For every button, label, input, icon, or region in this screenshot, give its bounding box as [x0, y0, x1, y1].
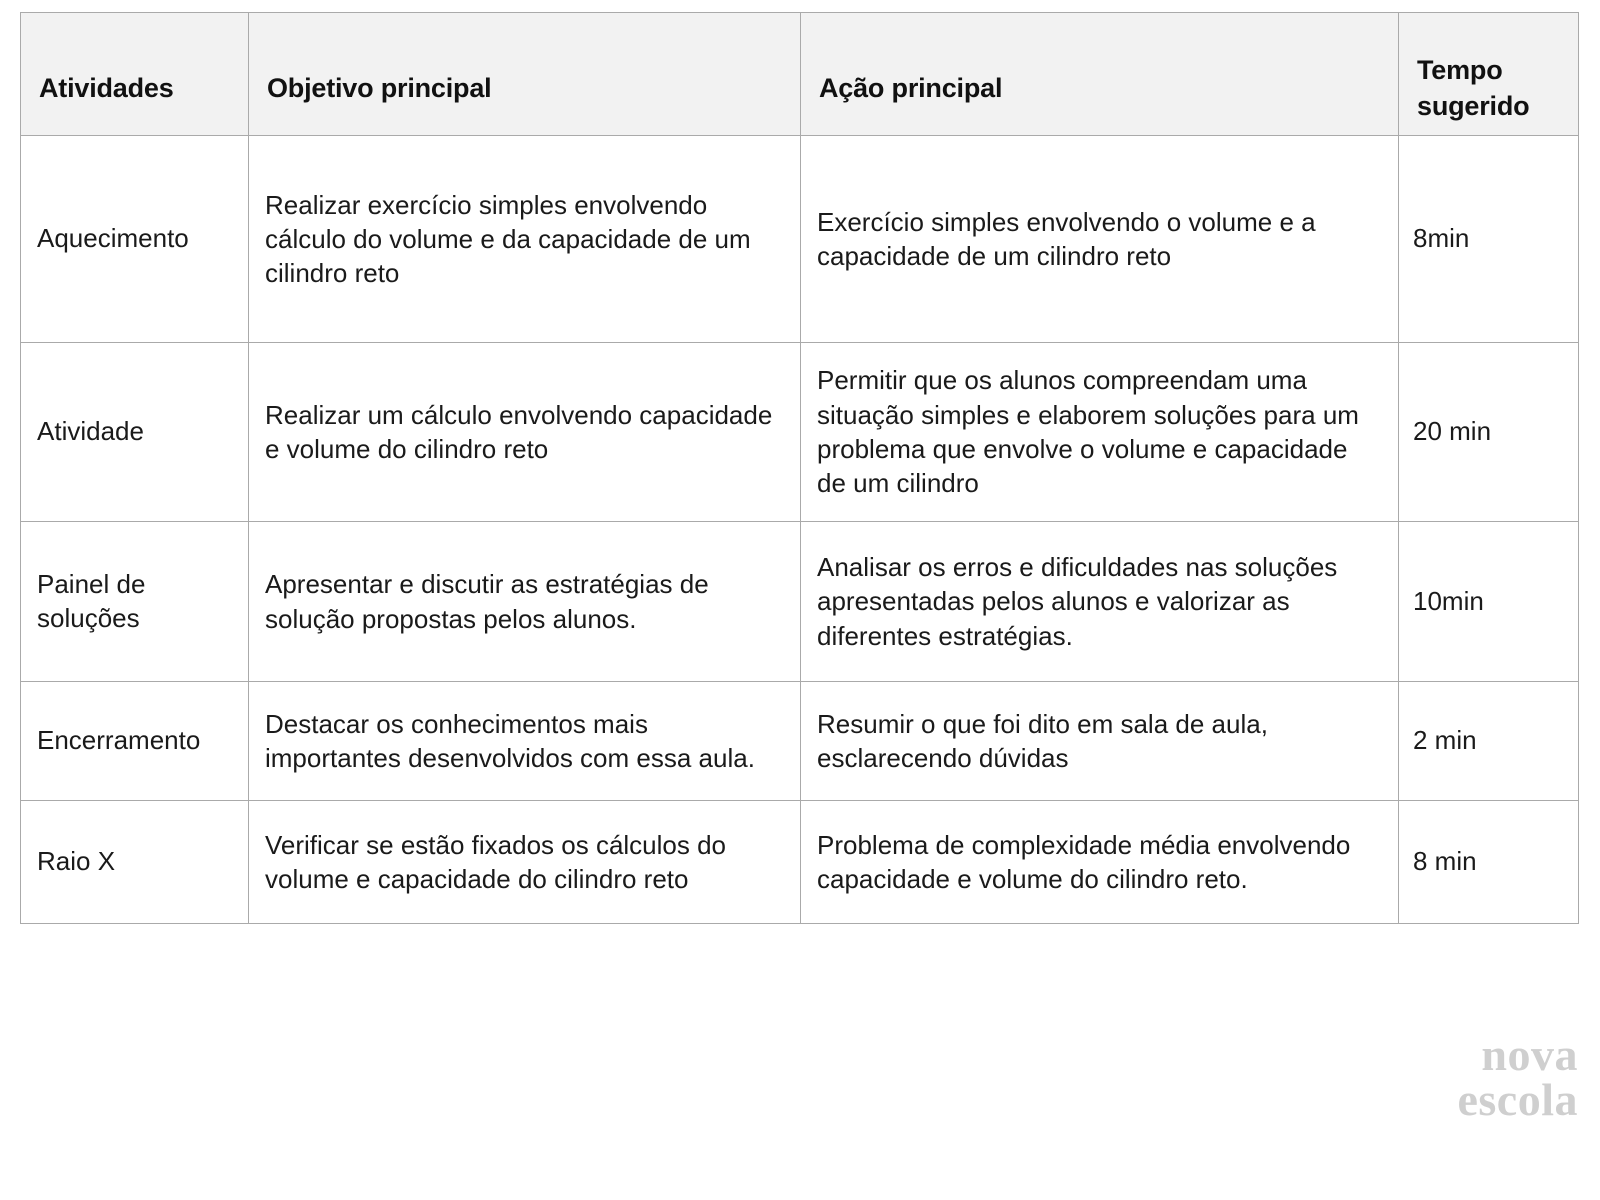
action-text: Permitir que os alunos compreendam uma situação simples e elaborem soluções para um problema que envolve o volume e capacidade de um cilindro	[817, 365, 1359, 499]
cell-objective	[249, 682, 801, 801]
cell-time	[1399, 343, 1579, 522]
cell-action	[801, 801, 1399, 924]
table-header	[21, 13, 1579, 136]
column-header-atividades	[21, 13, 249, 136]
cell-activity	[21, 343, 249, 522]
cell-time	[1399, 136, 1579, 343]
table-header-row	[21, 13, 1579, 136]
column-header-tempo-sugerido-label: Tempo sugerido	[1417, 55, 1530, 121]
cell-activity	[21, 801, 249, 924]
logo-line-nova: nova	[1481, 1028, 1578, 1080]
cell-objective	[249, 343, 801, 522]
time-text: 8 min	[1413, 846, 1477, 877]
column-header-objetivo-principal-label: Objetivo principal	[267, 73, 492, 104]
column-header-objetivo-principal	[249, 13, 801, 136]
table-body	[21, 136, 1579, 924]
action-text: Problema de complexidade média envolvendo capacidade e volume do cilindro reto.	[817, 829, 1351, 894]
objective-text: Realizar um cálculo envolvendo capacidade e volume do cilindro reto	[265, 399, 773, 464]
objective-text: Verificar se estão fixados os cálculos do volume e capacidade do cilindro reto	[265, 829, 727, 894]
time-text: 20 min	[1413, 416, 1492, 447]
logo-line-escola: escola	[1457, 1073, 1578, 1125]
action-text: Resumir o que foi dito em sala de aula, esclarecendo dúvidas	[817, 708, 1268, 773]
activity-label: Encerramento	[37, 725, 201, 756]
time-text: 8min	[1413, 223, 1470, 254]
time-text: 2 min	[1413, 725, 1477, 756]
table-row	[21, 343, 1579, 522]
column-header-tempo-sugerido	[1399, 13, 1579, 136]
activity-label: Aquecimento	[37, 223, 189, 254]
cell-objective	[249, 801, 801, 924]
table-row	[21, 136, 1579, 343]
objective-text: Destacar os conhecimentos mais importantes desenvolvidos com essa aula.	[265, 708, 755, 773]
objective-text: Realizar exercício simples envolvendo cálculo do volume e da capacidade de um cilindro reto	[265, 189, 751, 289]
lesson-plan-table	[20, 12, 1579, 924]
time-text: 10min	[1413, 585, 1484, 616]
action-text: Analisar os erros e dificuldades nas soluções apresentadas pelos alunos e valorizar as diferentes estratégias.	[817, 552, 1338, 651]
activity-label: Atividade	[37, 416, 144, 447]
table-row	[21, 522, 1579, 682]
activity-label: Painel de soluções	[37, 568, 146, 633]
cell-activity	[21, 522, 249, 682]
cell-action	[801, 343, 1399, 522]
cell-time	[1399, 522, 1579, 682]
cell-action	[801, 682, 1399, 801]
column-header-atividades-label: Atividades	[39, 73, 174, 104]
cell-objective	[249, 522, 801, 682]
cell-action	[801, 522, 1399, 682]
cell-activity	[21, 682, 249, 801]
activity-label: Raio X	[37, 846, 116, 877]
objective-text: Apresentar e discutir as estratégias de solução propostas pelos alunos.	[265, 569, 709, 634]
cell-objective	[249, 136, 801, 343]
nova-escola-logo	[1457, 1028, 1578, 1125]
cell-action	[801, 136, 1399, 343]
table-row	[21, 801, 1579, 924]
column-header-acao-principal	[801, 13, 1399, 136]
table-row	[21, 682, 1579, 801]
action-text: Exercício simples envolvendo o volume e a capacidade de um cilindro reto	[817, 206, 1316, 271]
cell-time	[1399, 801, 1579, 924]
column-header-acao-principal-label: Ação principal	[819, 73, 1003, 104]
cell-activity	[21, 136, 249, 343]
cell-time	[1399, 682, 1579, 801]
